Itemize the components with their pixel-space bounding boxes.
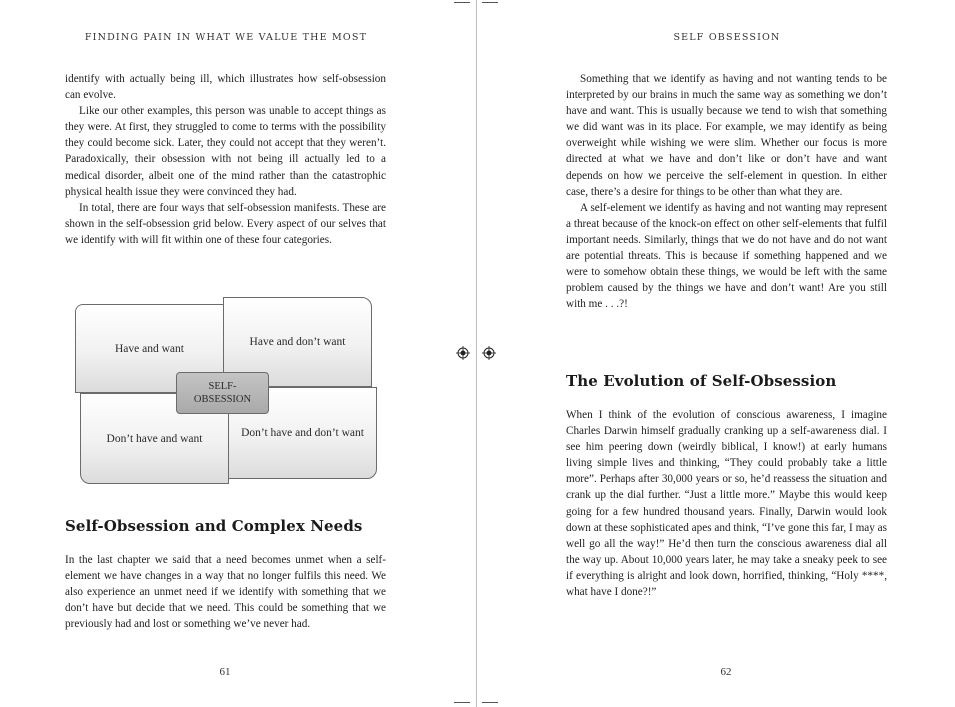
body-text: [566, 407, 887, 600]
paragraph: In the last chapter we said that a need becomes unmet when a self-element we have changes in a way that no longer fulfils this need. We also experience an unmet need if we identify with something that we don’t have but decide that we need. This could be something that we previously had and lost or something we’ve never had.: [65, 554, 386, 631]
grid-cell-have-and-dont-want: Have and don’t want: [223, 297, 372, 387]
body-text: [65, 552, 386, 632]
grid-cell-have-and-want: Have and want: [75, 304, 224, 393]
section-heading: Self-Obsession and Complex Needs: [65, 517, 363, 535]
page-number: 62: [720, 666, 732, 678]
center-label-line: SELF-: [208, 381, 237, 392]
paragraph: Something that we identify as having and not wanting tends to be interpreted by our brains in much the same way as something we don’t have and want. This is usually because we tend to wish that something we did want was in its place. For example, we may identify as being overweight while wishing we were slim. Whether our focus is more directed at what we have and don’t like or don’t have and want depends on how we perceive the self-element in question. In either case, there’s a desire for things to be other than what they are.: [566, 73, 887, 198]
self-obsession-center-label: [176, 372, 269, 414]
running-head: SELF OBSESSION: [673, 32, 781, 43]
center-label-line: OBSESSION: [193, 394, 252, 405]
paragraph: Like our other examples, this person was unable to accept things as they were. At first, they struggled to come to terms with the possibility they could become sick. Later, they could not accept that they weren’t. Paradoxically, their obsession with not being ill actually led to a medical disorder, albeit one of the mind rather than the catastrophic physical health issue they were convinced they had.: [65, 105, 386, 198]
paragraph: identify with actually being ill, which illustrates how self-obsession can evolve.: [65, 73, 386, 102]
grid-cell-dont-have-and-want: Don’t have and want: [80, 393, 229, 484]
paragraph: In total, there are four ways that self-obsession manifests. These are shown in the self-obsession grid below. Every aspect of our selves that we identify with will fit within one of these four categories.: [65, 201, 386, 246]
grid-cell-dont-have-and-dont-want: Don’t have and don’t want: [228, 387, 377, 479]
right-page: [477, 0, 955, 707]
section-heading: The Evolution of Self-Obsession: [566, 372, 837, 390]
running-head: FINDING PAIN IN WHAT WE VALUE THE MOST: [84, 32, 368, 43]
paragraph: A self-element we identify as having and not wanting may represent a threat because of the knock-on effect on other self-elements that fulfil important needs. Similarly, things that we do not have and do not want are potential threats. This is because if something happened and we were to somehow obtain these things, we would be left with the same problem caused by the things we have and don’t want! Are you still with me . . .?!: [566, 201, 887, 311]
page-number: 61: [219, 666, 231, 678]
paragraph: When I think of the evolution of conscious awareness, I imagine Charles Darwin himself gradually cranking up a self-awareness dial. I see him peering down (weirdly biblical, I know!) at early humans living simple lives and thinking, “They could probably take a little more”. Perhaps after 30,000 years or so, he’d reassess the situation and crank up the dial further. “Just a little more.” Maybe this would keep going for a few hundred thousand years. Finally, Darwin would look down at these sophisticated apes and think, “I’ve gone this far, I may as well go all the way!” He’d then turn the conscious awareness dial all the way up. About 10,000 years later, he may take a sneaky peek to see if everything is alright and look down, horrified, thinking, “Holy ****, what have I done?!”: [566, 409, 887, 599]
body-text: [566, 71, 887, 312]
left-page: [0, 0, 476, 707]
body-text: [65, 71, 386, 248]
self-obsession-grid: [75, 297, 377, 485]
